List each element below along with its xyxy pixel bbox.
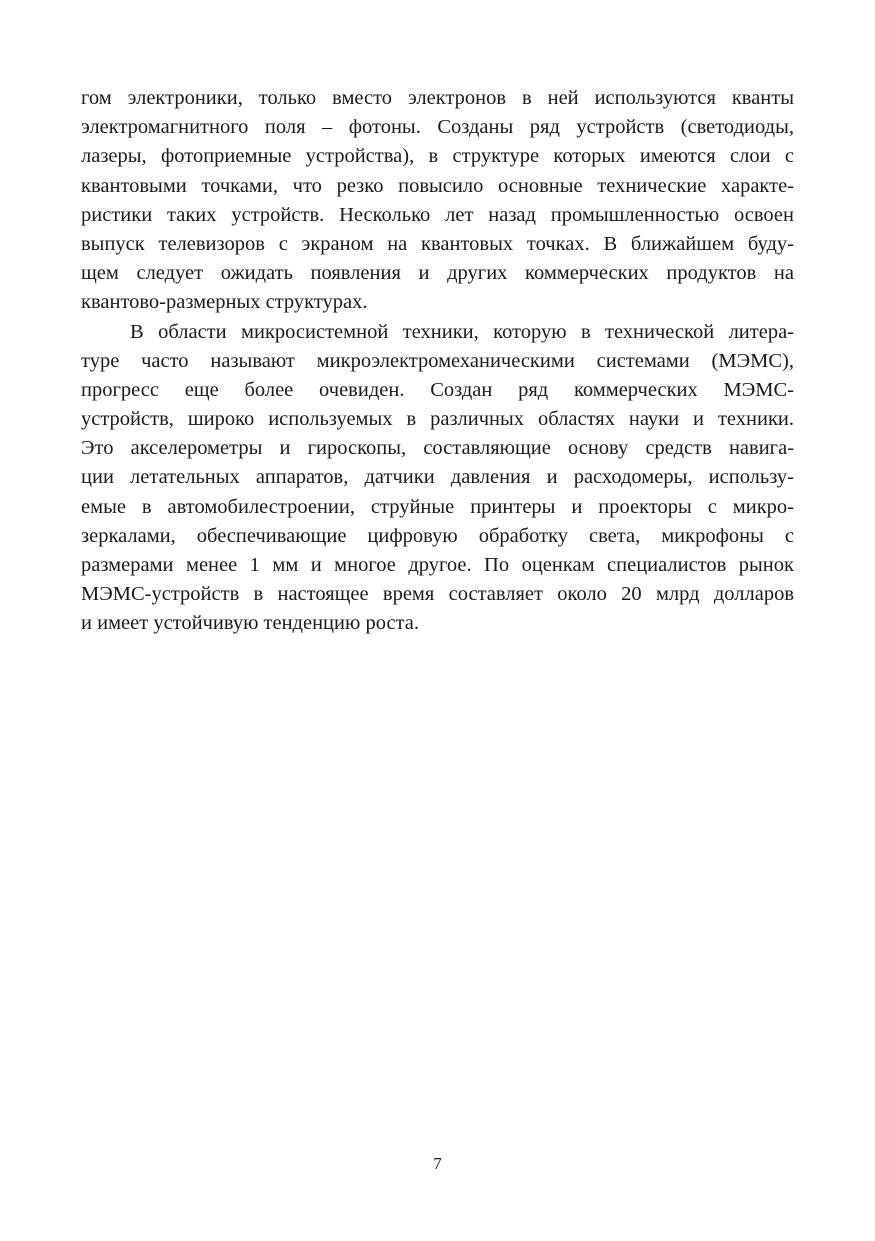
text-line: ции летательных аппаратов, датчики давления и расходомеры, использу- xyxy=(81,466,794,489)
text-line: квантово-размерных структурах. xyxy=(81,291,368,314)
paragraph-quantum-continuation xyxy=(81,84,794,318)
text-line: электромагнитного поля – фотоны. Созданы ряд устройств (светодиоды, xyxy=(81,116,794,139)
text-line: размерами менее 1 мм и многое другое. По оценкам специалистов рынок xyxy=(81,554,794,576)
text-line: щем следует ожидать появления и других коммерческих продуктов на xyxy=(81,262,794,285)
text-line: МЭМС-устройств в настоящее время составляет около 20 млрд долларов xyxy=(81,583,794,606)
text-line: гом электроники, только вместо электронов в ней используются кванты xyxy=(81,87,794,109)
text-line: туре часто называют микроэлектромеханическими системами (МЭМС), xyxy=(81,349,794,372)
text-line: и имеет устойчивую тенденцию роста. xyxy=(81,612,419,635)
page-number: 7 xyxy=(433,1154,442,1173)
text-line: лазеры, фотоприемные устройства), в структуре которых имеются слои с xyxy=(81,145,794,168)
text-line: В области микросистемной техники, которую в технической литера- xyxy=(130,320,794,343)
text-line: прогресс еще более очевиден. Создан ряд коммерческих МЭМС- xyxy=(81,378,794,401)
page-body xyxy=(81,84,794,639)
text-line: зеркалами, обеспечивающие цифровую обработку света, микрофоны с xyxy=(81,524,794,547)
text-line: квантовыми точками, что резко повысило основные технические характе- xyxy=(81,174,794,197)
text-line: емые в автомобилестроении, струйные принтеры и проекторы с микро- xyxy=(81,495,794,518)
text-line: Это акселерометры и гироскопы, составляющие основу средств навига- xyxy=(81,437,794,460)
text-line: устройств, широко используемых в различных областях науки и техники. xyxy=(81,408,794,431)
text-line: выпуск телевизоров с экраном на квантовых точках. В ближайшем буду- xyxy=(81,232,794,255)
paragraph-mems xyxy=(81,318,794,639)
text-line: ристики таких устройств. Несколько лет назад промышленностью освоен xyxy=(81,203,794,226)
